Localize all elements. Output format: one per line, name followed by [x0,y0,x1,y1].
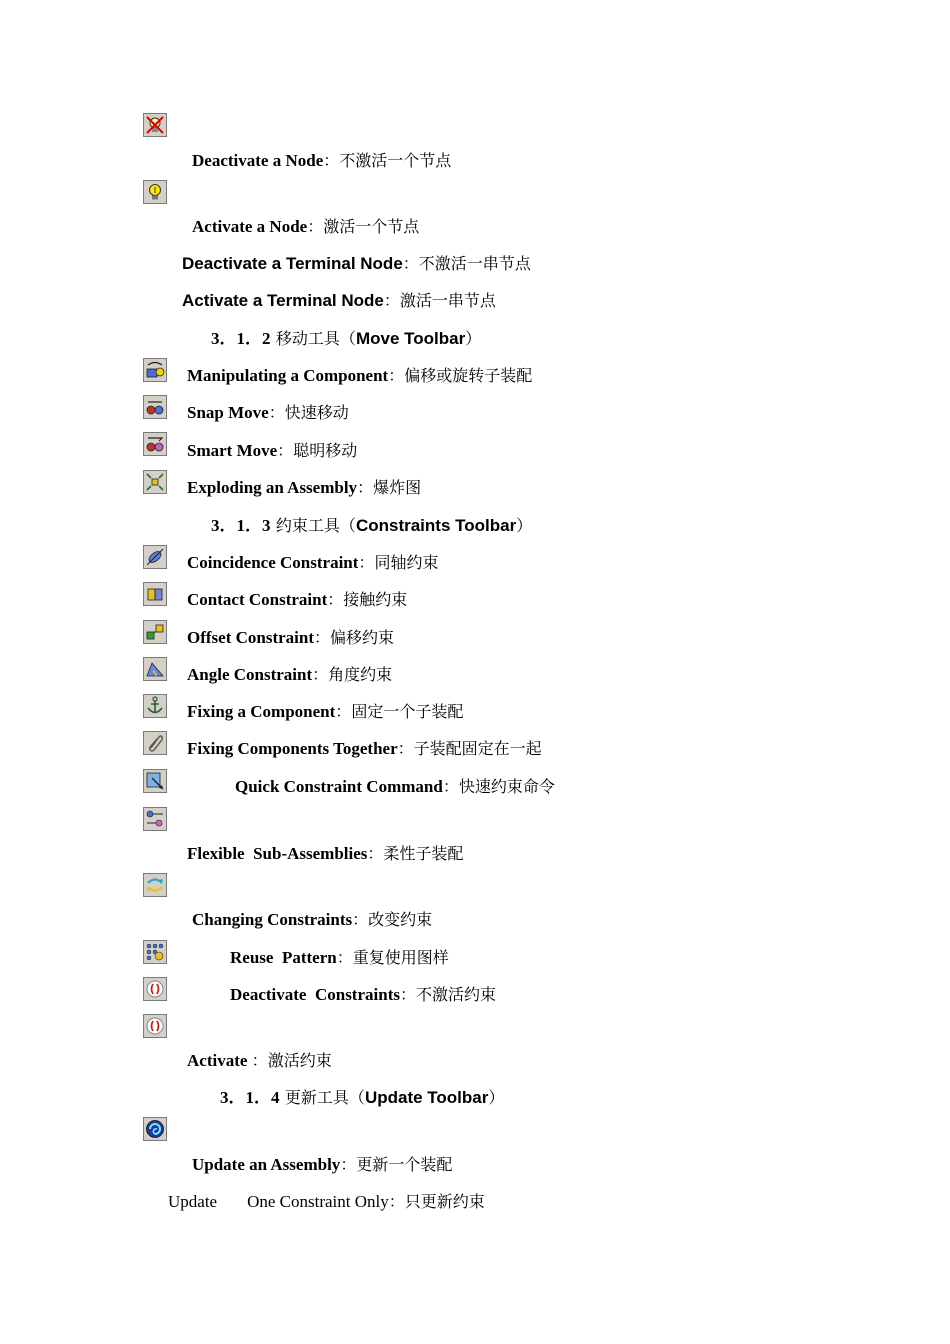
activate-terminal-line [182,290,496,312]
manipulating-label: Manipulating a Component [187,366,389,385]
colon: ： [352,910,369,929]
heading-en: Move Toolbar [355,329,466,348]
colon: ： [357,478,374,497]
paperclip-icon[interactable] [143,731,167,755]
snap-move-desc: 快速移动 [284,403,349,422]
reuse-label: Reuse Pattern [230,948,337,967]
heading-number: 3．1．3 [211,516,271,535]
offset-constraint-icon[interactable] [143,620,167,644]
activate-constraints-icon[interactable] [143,1014,167,1038]
deactivate-node-line [192,150,451,172]
activate-node-icon[interactable] [143,180,167,204]
exploding-label: Exploding an Assembly [187,478,358,497]
colon: ： [312,665,329,684]
colon: ： [399,985,416,1004]
colon: ： [397,739,414,758]
colon: ： [383,291,400,310]
contact-line [187,589,407,611]
fixing-desc: 固定一个子装配 [351,702,464,721]
activate-terminal-label: Activate a Terminal Node [182,291,384,310]
heading-move-toolbar [211,328,481,350]
angle-label: Angle Constraint [187,665,313,684]
heading-zh: 移动工具 [275,329,340,348]
exploding-line [187,477,421,499]
colon: ： [251,1051,268,1070]
heading-number: 3．1．2 [211,329,271,348]
lparen: （ [348,1088,365,1107]
colon: ： [323,151,340,170]
offset-desc: 偏移约束 [330,628,395,647]
angle-constraint-icon[interactable] [143,657,167,681]
colon: ： [367,844,384,863]
smart-move-desc: 聪明移动 [293,441,358,460]
lparen: （ [339,516,356,535]
update-assembly-desc: 更新一个装配 [356,1155,453,1174]
quick-constraint-icon[interactable] [143,769,167,793]
update-one-line [168,1191,485,1213]
rparen: ） [516,516,533,535]
offset-label: Offset Constraint [187,628,315,647]
quick-constraint-label: Quick Constraint Command [235,777,443,796]
angle-line [187,664,392,686]
colon: ： [268,403,285,422]
coincidence-constraint-icon[interactable] [143,545,167,569]
colon: ： [388,366,405,385]
lparen: （ [339,329,356,348]
deactivate-node-icon[interactable] [143,113,167,137]
manipulating-desc: 偏移或旋转子装配 [404,366,533,385]
activate-terminal-desc: 激活一串节点 [399,291,496,310]
heading-number: 3．1．4 [220,1088,280,1107]
offset-line [187,627,394,649]
colon: ： [335,702,352,721]
deactivate-constraints-label: Deactivate Constraints [230,985,400,1004]
fixing-together-line [187,738,542,760]
deactivate-constraints-line [230,984,496,1006]
contact-desc: 接触约束 [343,590,408,609]
deactivate-node-label: Deactivate a Node [192,151,324,170]
update-one-label-a: Update [168,1192,218,1211]
activate-node-label: Activate a Node [192,217,308,236]
colon: ： [388,1192,405,1211]
activate-node-desc: 激活一个节点 [323,217,420,236]
angle-desc: 角度约束 [328,665,393,684]
deactivate-terminal-label: Deactivate a Terminal Node [182,254,403,273]
colon: ： [314,628,331,647]
coincidence-desc: 同轴约束 [374,553,439,572]
reuse-pattern-icon[interactable] [143,940,167,964]
fixing-line [187,701,463,723]
changing-label: Changing Constraints [192,910,353,929]
colon: ： [327,590,344,609]
colon: ： [307,217,324,236]
quick-constraint-line [235,776,555,798]
exploding-desc: 爆炸图 [373,478,422,497]
flexible-desc: 柔性子装配 [383,844,464,863]
deactivate-node-desc: 不激活一个节点 [339,151,452,170]
heading-zh: 约束工具 [275,516,340,535]
colon: ： [340,1155,357,1174]
changing-constraints-icon[interactable] [143,873,167,897]
colon: ： [358,553,375,572]
update-one-label-b: One Constraint Only [247,1192,389,1211]
activate-desc: 激活约束 [267,1051,332,1070]
fixing-label: Fixing a Component [187,702,336,721]
fixing-together-label: Fixing Components Together [187,739,398,758]
smart-move-icon[interactable] [143,432,167,456]
smart-move-label: Smart Move [187,441,278,460]
reuse-line [230,947,449,969]
changing-line [192,909,432,931]
activate-line [187,1050,332,1072]
update-assembly-label: Update an Assembly [192,1155,341,1174]
update-assembly-line [192,1154,452,1176]
manipulating-component-icon[interactable] [143,358,167,382]
snap-move-icon[interactable] [143,395,167,419]
heading-constraints-toolbar [211,515,532,537]
deactivate-terminal-line [182,253,531,275]
colon: ： [442,777,459,796]
manipulating-line [187,365,532,387]
heading-update-toolbar [220,1087,504,1109]
update-one-desc: 只更新约束 [404,1192,485,1211]
changing-desc: 改变约束 [368,910,433,929]
deactivate-terminal-desc: 不激活一串节点 [418,254,531,273]
snap-move-label: Snap Move [187,403,269,422]
reuse-desc: 重复使用图样 [352,948,449,967]
heading-en: Constraints Toolbar [355,516,517,535]
flexible-line [187,843,463,865]
flexible-label: Flexible Sub-Assemblies [187,844,368,863]
colon: ： [277,441,294,460]
coincidence-label: Coincidence Constraint [187,553,359,572]
coincidence-line [187,552,438,574]
rparen: ） [488,1088,505,1107]
colon: ： [336,948,353,967]
deactivate-constraints-desc: 不激活约束 [415,985,496,1004]
fixing-together-desc: 子装配固定在一起 [413,739,542,758]
activate-node-line [192,216,419,238]
contact-label: Contact Constraint [187,590,328,609]
snap-move-line [187,402,349,424]
deactivate-constraints-icon[interactable] [143,977,167,1001]
flexible-subassemblies-icon[interactable] [143,807,167,831]
exploding-assembly-icon[interactable] [143,470,167,494]
activate-label: Activate [187,1051,252,1070]
contact-constraint-icon[interactable] [143,582,167,606]
smart-move-line [187,440,357,462]
heading-zh: 更新工具 [284,1088,349,1107]
heading-en: Update Toolbar [364,1088,489,1107]
quick-constraint-desc: 快速约束命令 [458,777,555,796]
update-assembly-icon[interactable] [143,1117,167,1141]
rparen: ） [465,329,482,348]
colon: ： [402,254,419,273]
anchor-icon[interactable] [143,694,167,718]
